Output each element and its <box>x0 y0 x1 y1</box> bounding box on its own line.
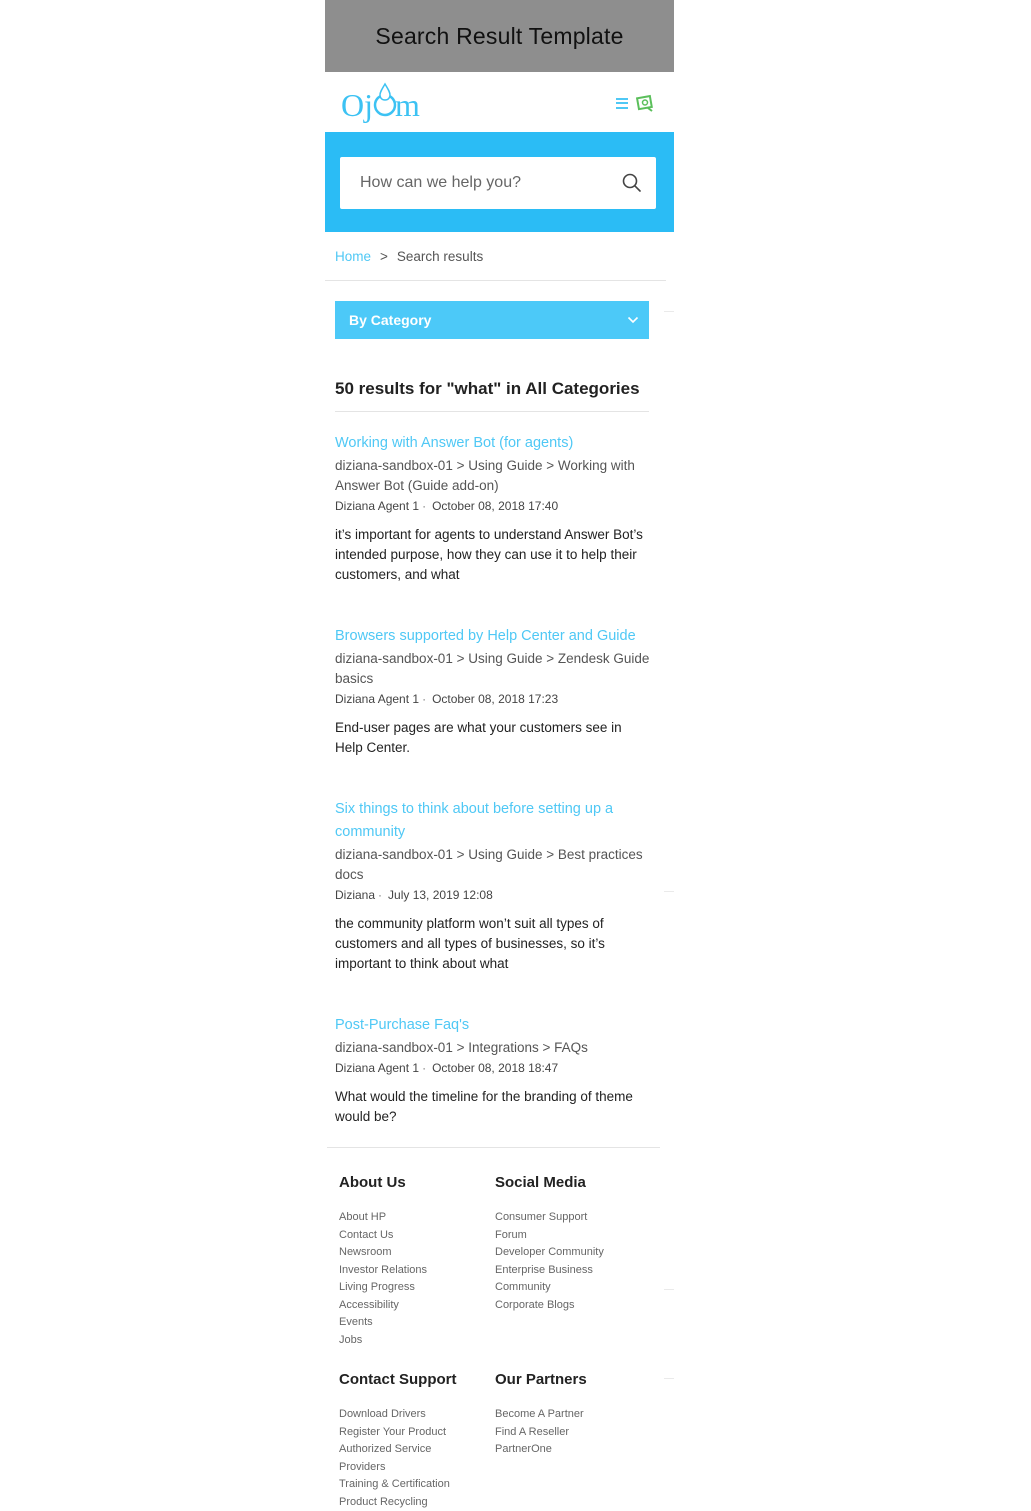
site-footer <box>327 1147 660 1511</box>
cart-icon[interactable] <box>636 94 654 112</box>
result-meta: Diziana Agent 1 · October 08, 2018 18:47 <box>335 1059 653 1077</box>
category-dropdown[interactable] <box>335 301 649 339</box>
category-dropdown-label: By Category <box>349 312 431 328</box>
footer-link[interactable]: Investor Relations <box>339 1262 495 1280</box>
search-icon[interactable] <box>621 172 643 194</box>
results-heading: 50 results for "what" in All Categories <box>335 379 649 412</box>
banner-title: Search Result Template <box>375 23 623 50</box>
footer-link[interactable]: Consumer Support <box>495 1209 651 1227</box>
result-title-link[interactable]: Six things to think about before setting up a community <box>335 798 653 844</box>
result-meta: Diziana · July 13, 2019 12:08 <box>335 886 653 904</box>
footer-link[interactable]: Find A Reseller <box>495 1424 651 1442</box>
result-snippet: it’s important for agents to understand Answer Bot’s intended purpose, how they can use it to help their customers, and what <box>335 525 653 585</box>
search-result <box>335 625 653 758</box>
footer-social-column <box>495 1174 651 1349</box>
edge-divider <box>664 1378 674 1379</box>
result-date: October 08, 2018 17:40 <box>432 499 558 513</box>
result-title-link[interactable]: Post-Purchase Faq's <box>335 1014 653 1037</box>
result-author: Diziana Agent 1 <box>335 1061 419 1075</box>
footer-link[interactable]: Providers <box>339 1459 495 1477</box>
footer-heading: Contact Support <box>339 1371 495 1388</box>
search-input[interactable] <box>358 173 621 193</box>
footer-heading: Our Partners <box>495 1371 651 1388</box>
svg-text:Oj: Oj <box>341 87 373 123</box>
footer-heading: Social Media <box>495 1174 651 1191</box>
footer-link[interactable]: Authorized Service <box>339 1441 495 1459</box>
result-snippet: End-user pages are what your customers see in Help Center. <box>335 718 653 758</box>
footer-link[interactable]: Living Progress <box>339 1279 495 1297</box>
footer-link[interactable]: Training & Certification <box>339 1476 495 1494</box>
menu-icon[interactable] <box>616 98 628 109</box>
footer-link[interactable]: Developer Community <box>495 1244 651 1262</box>
footer-link[interactable]: Download Drivers <box>339 1406 495 1424</box>
footer-link[interactable]: Contact Us <box>339 1227 495 1245</box>
edge-divider <box>664 311 674 312</box>
footer-support-column <box>339 1371 495 1511</box>
footer-about-column <box>339 1174 495 1349</box>
edge-divider <box>664 891 674 892</box>
edge-divider <box>664 1289 674 1290</box>
footer-link[interactable]: Newsroom <box>339 1244 495 1262</box>
search-box <box>340 157 656 209</box>
footer-link[interactable]: Jobs <box>339 1332 495 1350</box>
phone-frame <box>325 0 674 1498</box>
footer-link[interactable]: About HP <box>339 1209 495 1227</box>
footer-link[interactable]: Forum <box>495 1227 651 1245</box>
template-banner <box>325 0 674 72</box>
chevron-down-icon <box>627 316 639 324</box>
result-date: July 13, 2019 12:08 <box>388 888 493 902</box>
breadcrumb-current: Search results <box>397 249 483 264</box>
footer-heading: About Us <box>339 1174 495 1191</box>
result-snippet: the community platform won’t suit all types of customers and all types of businesses, so it’s important to think about what <box>335 914 653 974</box>
footer-link[interactable]: Become A Partner <box>495 1406 651 1424</box>
result-path: diziana-sandbox-01 > Using Guide > Zendesk Guide basics <box>335 649 653 689</box>
footer-link[interactable]: Register Your Product <box>339 1424 495 1442</box>
search-result <box>335 1014 653 1127</box>
site-header <box>325 72 674 132</box>
result-date: October 08, 2018 17:23 <box>432 692 558 706</box>
result-path: diziana-sandbox-01 > Using Guide > Best practices docs <box>335 845 653 885</box>
footer-link[interactable]: Product Recycling <box>339 1494 495 1511</box>
search-result <box>335 432 653 585</box>
footer-link[interactable]: Enterprise Business <box>495 1262 651 1280</box>
breadcrumb-home-link[interactable]: Home <box>335 249 371 264</box>
svg-text:m: m <box>395 87 420 123</box>
search-result <box>335 798 653 974</box>
result-title-link[interactable]: Working with Answer Bot (for agents) <box>335 432 653 455</box>
footer-link[interactable]: Accessibility <box>339 1297 495 1315</box>
result-meta: Diziana Agent 1 · October 08, 2018 17:23 <box>335 690 653 708</box>
footer-link[interactable]: Corporate Blogs <box>495 1297 651 1315</box>
result-path: diziana-sandbox-01 > Integrations > FAQs <box>335 1038 653 1058</box>
result-path: diziana-sandbox-01 > Using Guide > Working with Answer Bot (Guide add-on) <box>335 456 653 496</box>
result-date: October 08, 2018 18:47 <box>432 1061 558 1075</box>
result-title-link[interactable]: Browsers supported by Help Center and Guide <box>335 625 653 648</box>
search-band <box>325 132 674 232</box>
result-author: Diziana Agent 1 <box>335 499 419 513</box>
result-snippet: What would the timeline for the branding of theme would be? <box>335 1087 653 1127</box>
footer-partners-column <box>495 1371 651 1511</box>
result-author: Diziana <box>335 888 375 902</box>
footer-link[interactable]: Community <box>495 1279 651 1297</box>
result-author: Diziana Agent 1 <box>335 692 419 706</box>
footer-link[interactable]: PartnerOne <box>495 1441 651 1459</box>
ojom-logo[interactable] <box>341 80 431 126</box>
footer-link[interactable]: Events <box>339 1314 495 1332</box>
result-meta: Diziana Agent 1 · October 08, 2018 17:40 <box>335 497 653 515</box>
breadcrumb <box>325 232 666 281</box>
breadcrumb-separator: > <box>380 249 388 264</box>
results-list <box>325 432 653 1127</box>
